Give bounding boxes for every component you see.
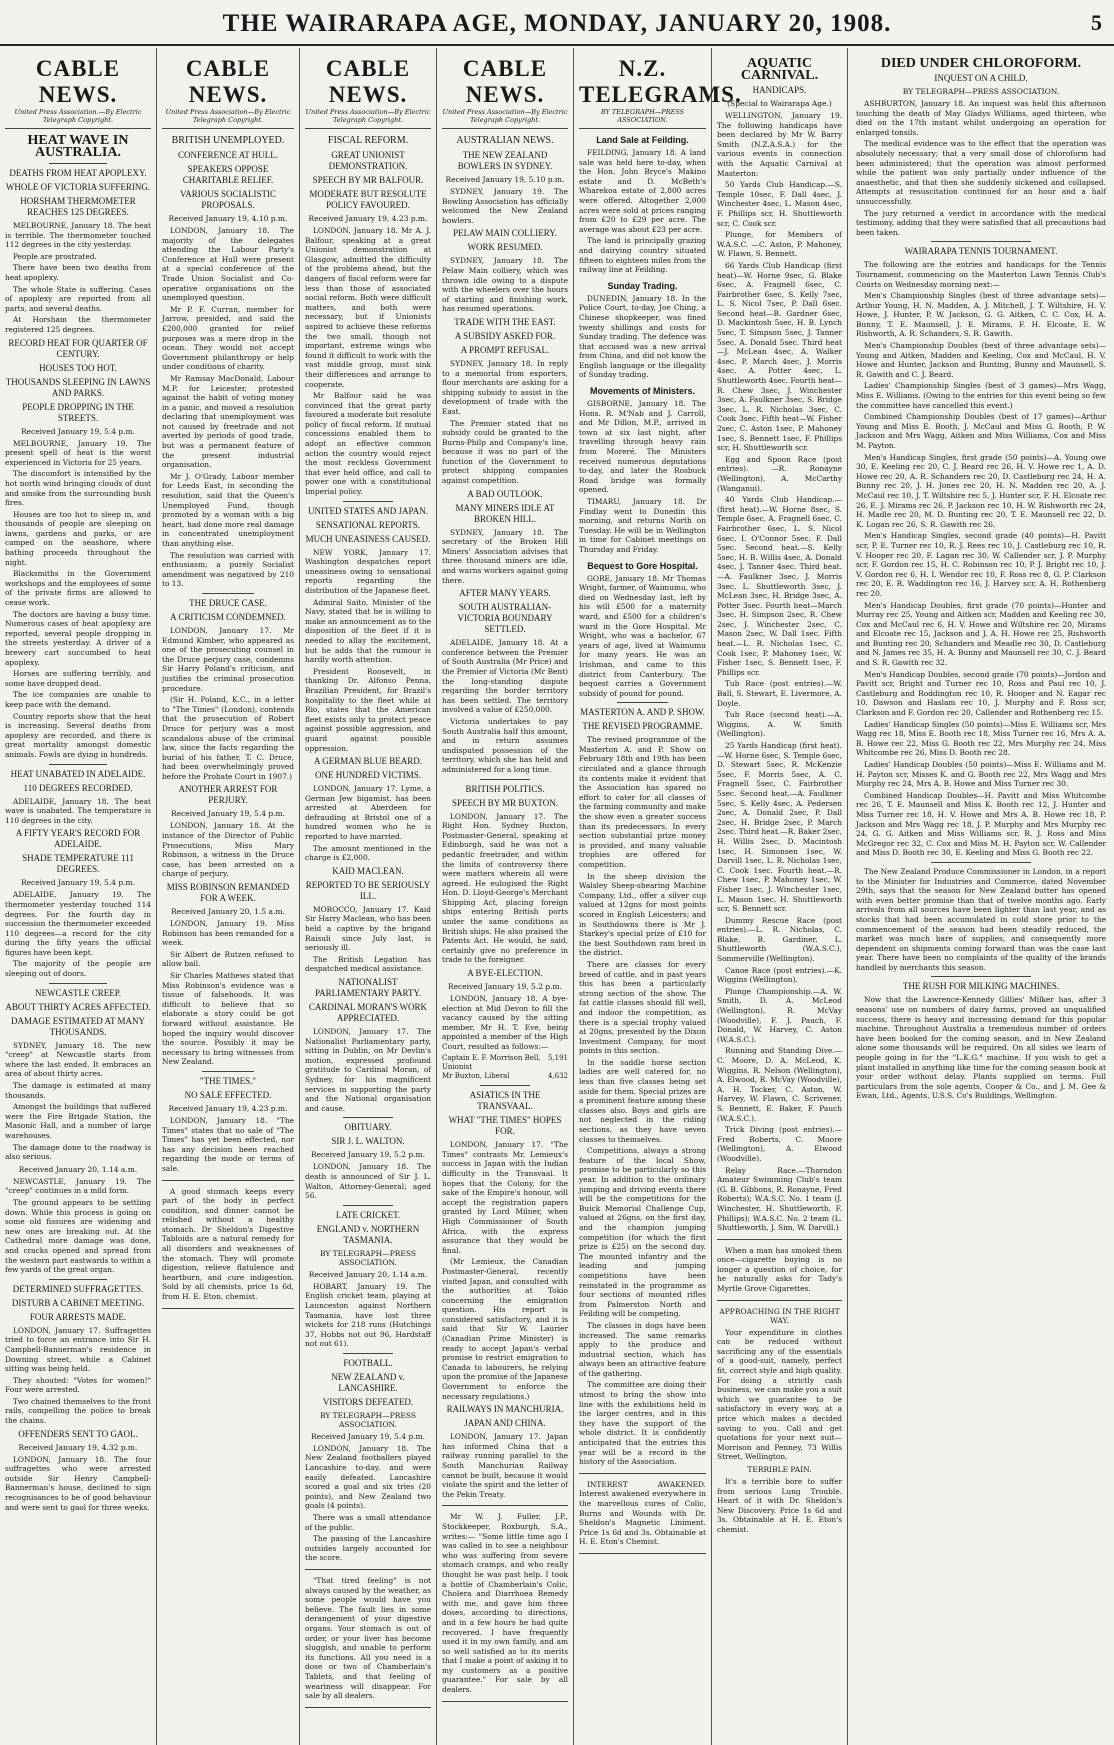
subheading: MANY MINERS IDLE AT BROKEN HILL. bbox=[455, 502, 555, 524]
paragraph: Mr P. F. Curran, member for Jarrow, presided, and said the £200,000 granted for relief purposes was a mere drop in the ocean. They would not accept Government philanthropy or help under conditions of charity. bbox=[162, 304, 294, 372]
received-line: Received January 19, 5.4 p.m. bbox=[20, 878, 136, 888]
headline: Movements of Ministers. bbox=[589, 386, 696, 397]
advertisement: It's a terrible bore to suffer from serious Lung Trouble. Heart of it with Dr. Sheldon's New Discovery. Price 1s 6d and 3s. Obtainable at H. E. Eton's chemist. bbox=[717, 1476, 842, 1534]
column-heading: N.Z. TELEGRAMS. bbox=[579, 56, 742, 107]
subheading: HEAT UNABATED IN ADELAIDE. bbox=[10, 768, 146, 779]
subheading: THE DRUCE CASE. bbox=[189, 597, 267, 608]
subheading: A SUBSIDY ASKED FOR. bbox=[454, 330, 556, 341]
masthead bbox=[0, 0, 1114, 46]
subheading: A CRITICISM CONDEMNED. bbox=[170, 611, 286, 622]
paragraph: LONDON, January 18. The majority of the delegates attending the Labour Party's Conference at Hull were present at a special conference of the Trade Union Socialist and Co-operative organisations on the unemployed question. bbox=[162, 226, 294, 303]
subheading: MODERATE BUT RESOLUTE POLICY FAVOURED. bbox=[309, 189, 427, 210]
paragraph: The jury returned a verdict in accordance with the medical testimony, adding that they were satisfied that all precautions had been taken. bbox=[856, 208, 1106, 237]
paragraph: DUNEDIN, January 18. In the Police Court, to-day, Joe Ching, a Chinese shopkeeper, was fined twenty shillings and costs for Sunday trading. The defence was that accused was a new arrival from China, and did not know the English language or the illegality of Sunday trading. bbox=[579, 293, 706, 380]
subheading: ONE HUNDRED VICTIMS. bbox=[314, 770, 422, 781]
received-line: Received January 19, 4.23 p.m. bbox=[168, 1103, 288, 1113]
subheading: PEOPLE DROPPING IN THE STREETS. bbox=[22, 401, 134, 423]
advertisement: Your expenditure in clothes can be reduced without sacrificing any of the essentials of a good-suit, namely, perfect fit, correct style and high quality. For doing a strictly cash business, we can make you a suit which we guarantee to be satisfactory in every way, at a price which makes a decided saving to you. Call and get quotations for your next suit—Morrison and Penney, 73 Willis Street, Wellington. bbox=[717, 1327, 842, 1462]
divider bbox=[343, 501, 393, 502]
paragraph: The committee are doing their utmost to bring the show into line with the exhibitions held in the larger centres, and in this they have the support of the whole district. It is confidently anticipated that the entries this year will be a record in the history of the Association. bbox=[579, 1380, 706, 1467]
divider bbox=[480, 1085, 530, 1086]
paragraph: Horses are suffering terribly, and some have dropped dead. bbox=[5, 669, 151, 688]
column-heading: CABLE NEWS. bbox=[325, 56, 411, 107]
headline: HEAT WAVE IN AUSTRALIA. bbox=[27, 133, 129, 160]
column-5 bbox=[574, 48, 742, 1745]
paragraph: SYDNEY, January 18. The secretary of the Broken Hill Miners' Association advises that three thousand miners are idle, and warns workers against going there. bbox=[442, 527, 568, 585]
paragraph: They shouted: "Votes for women!" Four were arrested. bbox=[5, 1375, 151, 1395]
candidate-name: Mr Buxton, Liberal bbox=[442, 1072, 510, 1080]
paragraph: LONDON, January 17. Mr Edmund Kimber, who appeared as one of the prosecuting counsel in the Druce perjury case, condemns Sir Harry Poland's criticism, and justifies the criminal prosecution procedure. bbox=[162, 625, 294, 693]
subheading: JAPAN AND CHINA. bbox=[464, 1418, 546, 1429]
paragraph: In the saddle horse section ladies are well catered for, no less than five classes being set aside for them. Special prizes are a prominent feature among these classes also. Boys and girls are not neglected in the riding sections, as they have seven classes to themselves. bbox=[579, 1057, 706, 1144]
subheading: FOOTBALL. bbox=[343, 1357, 393, 1368]
subheading: A BAD OUTLOOK. bbox=[467, 488, 543, 499]
paragraph: 50 Yards Club Handicap.—S. Temple 10sec, F. Dall 4sec, J. Winchester 4sec, L. Mason 4sec, F. Phillips scr, H. Shuttleworth scr, C. Cook scr. bbox=[717, 180, 842, 228]
subheading: OFFENDERS SENT TO GAOL. bbox=[18, 1428, 138, 1439]
paragraph: Ladies' Championship Singles (best of 3 games)—Mrs Wagg, Miss E. Williams. (Owing to the entries for this event being so few the committee have cancelled this event.) bbox=[856, 381, 1106, 410]
received-line: Received January 19, 5.4 p.m. bbox=[20, 426, 136, 436]
paragraph: TIMARU, January 18. Dr Findlay went to Dunedin this morning, and returns North on Tuesday. He will be in Wellington in time for Cabinet meetings on Thursday and Friday. bbox=[579, 497, 706, 554]
subheading: THOUSANDS SLEEPING IN LAWNS AND PARKS. bbox=[5, 376, 151, 398]
paragraph: Victoria undertakes to pay South Australia half this amount, and in return assumes undisputed possession of the territory, which she has held and administered for a long time. bbox=[442, 716, 568, 774]
paragraph: (Sir H. Poland, K.C., in a letter to "The Times" (London), contends that the prosecution of Robert Druce for perjury was a most scandalous abuse of the criminal law, since the facts regarding the burial of his father, T. C. Druce, had been overwhelmingly proved before the Probate Court in 1907.) bbox=[162, 695, 294, 781]
paragraph: The British Legation has despatched medical assistance. bbox=[305, 954, 431, 974]
subheading: PELAW MAIN COLLIERY. bbox=[453, 228, 557, 239]
subheading: "THE TIMES." bbox=[199, 1075, 257, 1086]
column-heading: CABLE NEWS. bbox=[462, 56, 548, 107]
subheading: UNITED STATES AND JAPAN. bbox=[308, 505, 428, 516]
subheading: MASTERTON A. AND P. SHOW. bbox=[580, 707, 705, 718]
received-line: Received January 20, 1.14 a.m. bbox=[18, 1164, 138, 1174]
subheading: CARDINAL MORAN'S WORK APPRECIATED. bbox=[308, 1002, 428, 1023]
paragraph: 66 Yards Club Handicap (first heat)—W. Horne 9sec, G. Blake 6sec, A. Fragnell 6sec, C. Fairbrother 6sec, S. Kelly 7sec, L. S. Nicol 7sec, P. Dall 6sec. Second heat—B. Gardner 6sec, D. Mackintosh 5sec, H. B. Lynch 5sec, T. Simpson 5sec, J. Tanner 5sec, A. Donald 5sec. Third heat—J. McLean 4sec, A. Walker 4sec, P. March 4sec, J. Morris 4sec, A. Potter 4sec, L. Shuttleworth 4sec. Fourth heat—R. Chew 3sec, J. Winchester 3sec, A. Faulkner 3sec, S. Bridge 3sec, L. R. Nicholas 3sec, C. Cook 3sec. Fifth heat—W. Fisher 2sec, C. Aston 1sec, P. Mahoney 1sec, S. Bennett 1sec, F. Phillips scr, H. Shuttleworth scr. bbox=[717, 260, 842, 453]
headline: DIED UNDER CHLOROFORM. bbox=[880, 56, 1082, 71]
subheading: CONFERENCE AT HULL. bbox=[177, 150, 279, 160]
vote-count: 4,632 bbox=[547, 1072, 568, 1080]
paragraph: WELLINGTON, January 19. The following handicaps have been declared by Mr W. Barry Smith (N.Z.A.S.A.) for the various events in connection with the Aquatic Carnival at Masterton: bbox=[717, 111, 842, 178]
paragraph: 40 Yards Club Handicap.—(first heat).—W. Horne 8sec, S. Temple 6sec, A. Fragnell 6sec, C. Fairbrother 6sec, L. S. Nicol 6sec, I. O'Connor 5sec, F. Dall 5sec. Second heat.—S. Kelly 5sec, H. B. Willis 4sec, A. Donald 4sec, J. Tanner 4sec. Third heat.—A. Faulkner 3sec, J. Morris 3sec, L. Shuttleworth 3sec, J. McLean 3sec, H. Bridge 3sec, A. Potter 3sec. Fourth heat—March 3sec, H. Simpson 2sec, R. Chew 2sec, J. Winchester 2sec, C. Mason 2sec, W. Dall 1sec. Fifth heat.—L. R. Nicholas 1sec, C. Cook 1sec, P. Mahoney 1sec, W. Fisher 1sec, S. Bennett 1sec, F. Phillips scr. bbox=[717, 495, 842, 677]
paragraph: ADELAIDE, January 18. The heat wave is unabated. The temperature is 110 degrees in the city. bbox=[5, 796, 151, 825]
paragraph: Mr Balfour said he was convinced that the great party favoured a moderate but resolute policy of fiscal reform. If mutual concessions enabled them to adopt an effective common action the country would reject the most reckless Government that ever held office, and call to power one with a constitutional Imperial policy. bbox=[305, 391, 431, 497]
paragraph: GISBORNE, January 18. The Hons. R. M'Nab and J. Carroll, and Mr Dillon, M.P., arrived in town at six last night, after travelling through heavy rain from Moreré. The Ministers received numerous deputations to-day, and later the Rosbuck Road bridge was formally opened. bbox=[579, 399, 706, 495]
paragraph: MOROCCO, January 17. Kaid Sir Harry Maclean, who has been held a captive by the brigand Raisuli since July last, is seriously ill. bbox=[305, 904, 431, 953]
candidate-name: Captain E. F. Morrison Bell, Unionist bbox=[442, 1053, 541, 1071]
subheading: DETERMINED SUFFRAGETTES. bbox=[12, 1283, 144, 1294]
paragraph: The damage done to the roadway is also serious. bbox=[5, 1142, 151, 1162]
subheading: WHOLE OF VICTORIA SUFFERING. bbox=[5, 182, 151, 192]
subheading: SIR J. L. WALTON. bbox=[331, 1136, 405, 1147]
paragraph: LONDON, January 17. The Right Hon. Sydney Buxton, Postmaster-General, speaking at Edinburgh, said he was not a pedantic freetrader, and within the limits of controversy there were matters wherein all were agreed. He eulogised the Right Hon. D. Lloyd-George's Merchant Shipping Act, placing foreign ships entering British ports under the same conditions as British ships. He also praised the Patents Act. He would, he said, certainly give no preference in trade to the foreigner. bbox=[442, 811, 568, 965]
ad-heading: TERRIBLE PAIN. bbox=[747, 1464, 812, 1474]
subheading: MISS ROBINSON REMANDED FOR A WEEK. bbox=[166, 882, 290, 904]
subheading: HOUSES TOO HOT. bbox=[39, 362, 117, 373]
paragraph: LONDON, January 18. At the instance of the Director of Public Prosecutions, Miss Mary Robinson, a witness in the Druce case, has been arrested on a charge of perjury. bbox=[162, 821, 294, 879]
paragraph: Mr J. O'Grady, Labour member for Leeds East, in seconding the resolution, said that the Queen's Unemployed Fund, though promoted by a woman with a big heart, had done more real damage in concentrated unemployment than anything else. bbox=[162, 471, 294, 548]
paragraph: There are classes for every breed of cattle, and in past years this has been a particularly strong section of the show. The fat cattle classes should fill well, and indoor the competition, as there is a special trophy valued at 20gns, presented by the Dixon Investment Company, for most points in this section. bbox=[579, 959, 706, 1056]
subheading: NEWCASTLE CREEP. bbox=[34, 987, 121, 998]
divider bbox=[931, 862, 1031, 863]
advertisement: When a man has smoked them once—cigarette buying is no longer a question of choice, for he naturally asks for Tady's Myrtle Grove Cigarettes. bbox=[717, 1245, 842, 1294]
byline: BY TELEGRAPH—PRESS ASSOCIATION. bbox=[579, 108, 706, 129]
newspaper-title: THE WAIRARAPA AGE, MONDAY, JANUARY 20, 1908. bbox=[222, 10, 892, 37]
advertisement: Now that the Lawrence-Kennedy Gillies' Milker has, after 3 seasons' use on numbers of dairy farms, proved an unqualified success, there is heavy and increasing demand for this popular machine. Throughout Australia a tremendous number of orders have been booked for the coming season, and in New Zealand alone some thousands will be required. On all sides we learn of people going in for the "L.K.G." machine. If you wish to get a plant installed in anything like time for the coming season book at your order without delay. Plants supplied on terms. Full particulars from the sole agents, Cooper & Co., and J. M. Gee & Ewan, Ltd., Agents, U.S.S. Co's Buildings, Wellington. bbox=[856, 995, 1106, 1101]
headline: Bequest to Gore Hospital. bbox=[587, 560, 698, 571]
byline: BY TELEGRAPH—PRESS ASSOCIATION. bbox=[319, 1410, 417, 1429]
subheading: WAIRARAPA TENNIS TOURNAMENT. bbox=[904, 246, 1058, 257]
subheading: NO SALE EFFECTED. bbox=[184, 1089, 272, 1100]
paragraph: The whole State is suffering. Cases of apoplexy are reported from all parts, and several deaths. bbox=[5, 284, 151, 313]
divider bbox=[49, 983, 107, 984]
divider bbox=[343, 1205, 393, 1206]
subheading: WHAT "THE TIMES" HOPES FOR. bbox=[448, 1115, 562, 1137]
page-number: 5 bbox=[1091, 10, 1102, 35]
paragraph: Men's Championship Doubles (best of three advantage sets)—Young and Aitken, Madden and Keeling, Cox and McCaul, H. V. Howe and Hunter, Jackson and Bunting, Bunny and Maunsell, S. R. Gawith and C. J. Beard. bbox=[856, 341, 1106, 379]
byline: United Press Association—By Electric Telegraph Copyright. bbox=[162, 108, 294, 129]
divider bbox=[49, 163, 107, 164]
paragraph: Canoe Race (post entries).—K. Wiggins (Wellington). bbox=[717, 965, 842, 985]
headline: BRITISH UNEMPLOYED. bbox=[171, 135, 285, 146]
paragraph: Ladies' Handicap Doubles (50 points)—Miss E. Williams and M. H. Payton scr, Misses K. and G. Booth rec 22, Mrs Wagg and Mrs Murphy rec 24, Mrs A. B. Howe and Miss Turner rec 30. bbox=[856, 760, 1106, 789]
received-line: Received January 19, 4.10 p.m. bbox=[168, 214, 288, 223]
subheading: HORSHAM THERMOMETER REACHES 125 DEGREES. bbox=[20, 196, 136, 217]
subheading: AFTER MANY YEARS. bbox=[459, 588, 551, 599]
subheading: MUCH UNEASINESS CAUSED. bbox=[305, 533, 431, 544]
paragraph: Houses are too hot to sleep in, and thousands of people are sleeping on lawns, gardens and parks, or are camped on the seashore, where bathing proceeds throughout the night. bbox=[5, 509, 151, 567]
advertisement: A good stomach keeps every part of the body in perfect condition, and dinner cannot be relished without a healthy stomach. Dr Sheldon's Digestive Tabloids are a natural remedy for all disorders and weaknesses of the stomach. They will promote digestion, relieve flatulence and heartburn, and cure indigestion. Sold by all chemists, price 1s 6d, from H. E. Eton, chemist. bbox=[162, 1186, 294, 1302]
column-6 bbox=[712, 48, 848, 1745]
subheading: LATE CRICKET. bbox=[335, 1209, 401, 1220]
headline: Land Sale at Feilding. bbox=[596, 135, 689, 145]
subheading: VARIOUS SOCIALISTIC PROPOSALS. bbox=[179, 189, 277, 210]
advertisement: INTEREST AWAKENED. Interest awakened everywhere in the marvellous cures of Colic, Burns and Wounds with Dr. Sheldon's Magnetic Liniment. Price 1s 6d and 3s. Obtainable at H. E. Eton's Chemist. bbox=[579, 1479, 706, 1547]
subheading: OBITUARY. bbox=[344, 1122, 392, 1133]
paragraph: President Roosevelt, in thanking Dr. Alfonso Penna, Brazilian President, for Brazil's hospitality to the fleet while at Rio, states that the American fleet exists only to protect peace against possible aggression, and guard against possible oppression. bbox=[305, 666, 431, 753]
paragraph: Trick Diving (post entries).—Fred Roberts, C. Moore (Wellington), A. Elwood (Woodville). bbox=[717, 1125, 842, 1163]
divider bbox=[343, 1117, 393, 1118]
paragraph: The passing of the Lancashire outsides largely accounted for the score. bbox=[305, 1534, 431, 1563]
paragraph: LONDON, January 18. Mr A. J. Balfour, speaking at a great Unionist demonstration at Glasgow, admitted the difficulty of the problems ahead, but the dangers of fiscal reform were far less than those of associated social reform. Both were difficult matters, and both were necessary, but if Unionists aspired to achieve these reforms the two small, though not important, extreme wings who found it difficult to work with the vast middle group, must sink their differences and arrange to cooperate. bbox=[305, 226, 431, 389]
subheading: DISTURB A CABINET MEETING. bbox=[11, 1297, 145, 1308]
subheading: ANOTHER ARREST FOR PERJURY. bbox=[178, 784, 278, 806]
subheading: A PROMPT REFUSAL. bbox=[460, 344, 550, 355]
divider bbox=[202, 593, 255, 594]
paragraph: Men's Handicap Singles, first grade (50 points)—A. Young owe 30, E. Keeling rec 20, C. J. Beard rec 26, H. V. Howe rec 1, A. D. Howe rec 20, A. R. Schanders rec 20, D. Castleburg rec 24, H. A. Bunny rec 20, J. H. Jones rec 20, H. N. Madden rec 20, A. J. McCaul rec 10, J. T. Wiltshire rec 5, J. Hunter scr, F. H. Elcoate rec 26, E. J. Mirams rec 26, P. Jackson rec 10, H. W. Rishworth rec 24, H. Madle rec 20, M. D. Bunting rec 20, T. E. Maunsell rec 22, D. K. Logan rec 26, S. R. Gawith rec 26. bbox=[856, 452, 1106, 529]
paragraph: LONDON, January 18. "The Times" states that no sale of "The Times" has yet been effected, nor has any decision been reached regarding the mode or terms of sale. bbox=[162, 1115, 294, 1173]
byline: United Press Association.—By Electric Telegraph Copyright. bbox=[5, 108, 151, 129]
subheading: ASIATICS IN THE TRANSVAAL. bbox=[469, 1090, 541, 1112]
paragraph: Ladies' Handicap Singles (50 points)—Miss E. Williams scr, Mrs Wagg rec 18, Miss E. Booth rec 18, Miss Turner rec 16, Mrs A. A. B. Howe rec 22, Miss G. Booth rec 22, Mrs Murphy rec 24, Miss Whitcombe rec 26, Miss D. Booth rec 28. bbox=[856, 719, 1106, 758]
subheading: THE NEW ZEALAND BOWLERS IN SYDNEY. bbox=[457, 150, 553, 171]
headline: Sunday Trading. bbox=[607, 280, 678, 291]
paragraph: People are prostrated. bbox=[13, 251, 97, 261]
subheading: TRADE WITH THE EAST. bbox=[454, 316, 556, 327]
paragraph: Blacksmiths in the Government workshops and the employees of some of the private firms are allowed to cease work. bbox=[5, 569, 151, 608]
paragraph: The revised programme of the Masterton A. and P. Show on February 18th and 19th has been circulated and a glance through its contents make it evident that the Association has spared no effort to cater for all classes of the farming community and make the show even a greater success than its predecessors. In every section substantial prize money is provided, and many valuable trophies are offered for competition. bbox=[579, 735, 706, 869]
subheading: SPEECH BY MR BUXTON. bbox=[451, 797, 559, 808]
paragraph: MELBOURNE, January 18. The heat is terrible. The thermometer touched 112 degrees in the city yesterday. bbox=[5, 221, 151, 250]
paragraph: Egg and Spoon Race (post entries). —R. Ronayne (Wellington), A. McCarthy (Wanganui). bbox=[717, 454, 842, 493]
subheading: KAID MACLEAN. bbox=[332, 865, 404, 876]
paragraph: Plunge, for Members of W.A.S.C. —C. Aston, P. Mahoney, W. Flawn, S. Bennett. bbox=[717, 230, 842, 259]
paragraph: LONDON, January 18. A bye-election at Mid Devon to fill the vacancy caused by the sitting member, Mr H. T. Eve, being appointed a member of the High Court, resulted as follows:— bbox=[442, 994, 568, 1051]
subheading: HANDICAPS. bbox=[752, 85, 807, 95]
paragraph: The following are the entries and handicaps for the Tennis Tournament, commencing on the Masterton Lawn Tennis Club's Courts on Wednesday morning next:— bbox=[856, 260, 1106, 289]
column-4 bbox=[437, 48, 574, 1745]
subheading: NEW ZEALAND v. LANCASHIRE. bbox=[331, 1371, 405, 1393]
paragraph: MELBOURNE, January 19. The present spell of heat is the worst experienced in Victoria for 25 years. bbox=[5, 438, 151, 467]
paragraph: The resolution was carried with enthusiasm; a purely Socialist amendment was negatived by 210 to 13. bbox=[162, 550, 294, 589]
paragraph: GORE, January 18. Mr Thomas Wright, farmer, of Waimumu, who died on Wednesday last, left by his will £500 for a maternity ward, and £500 for a children's ward in the Gore Hospital. Mr Wright, who was a bachelor, 67 years of age, lived at Waimumu for many years. He was an Irishman, and came to this district from Canterbury. The bequest carries a Government subsidy of pound for pound. bbox=[579, 573, 706, 698]
paragraph: (Mr Lemieux, the Canadian Postmaster-General, recently visited Japan, and consulted with the authorities at Tokio concerning the emigration question. His report is considered satisfactory, and it is said that Sir W. Laurier (Canadian Prime Minister) is ready to accept Japan's verbal promise to restrict emigration to Canada to labourers, he relying upon the promise of the Japanese Government to enforce the necessary regulations.) bbox=[442, 1257, 568, 1401]
paragraph: There have been two deaths from heat apoplexy. bbox=[5, 263, 151, 282]
paragraph: NEW YORK, January 17. Washington despatches report uneasiness owing to sensational reports regarding the distribution of the Japanese fleet. bbox=[305, 547, 431, 595]
subheading: ENGLAND v. NORTHERN TASMANIA. bbox=[316, 1223, 420, 1245]
paragraph: The amount mentioned in the charge is £2,000. bbox=[305, 843, 431, 863]
paragraph: Running and Standing Dive.—C. Moore, D. A. McLeod, K. Wiggins, R. Nelson (Wellington), A. Elwood, R. McVay (Woodville), A. H. Tocker, C. Aston, W. Harvey, W. Flawn, C. Scrivener, S. Bennett, E. Baker, F. Pauch (W.A.S.C.). bbox=[717, 1046, 842, 1123]
byline: BY TELEGRAPH—PRESS ASSOCIATION. bbox=[319, 1248, 417, 1267]
paragraph: Sir Albert de Rutzen refused to allow bail. bbox=[162, 949, 294, 969]
subheading: SPEECH BY MR BALFOUR. bbox=[312, 175, 424, 185]
election-results bbox=[442, 1054, 568, 1082]
paragraph: 25 Yards Handicap (first heat).—W. Horne 6sec, S. Temple 6sec, D. Stewart 5sec, R. McKenzie 5sec, F. Morris 5sec, A. C. Fragnell 5sec, C. Fairbrother 5sec. Second heat.—A. Faulkner 5sec, S. Kelly 4sec, A. Pedersen 2sec, A. Donald 2sec, P. Dall 2sec, H. Bridge 2sec, P. March 2sec. Third heat.—R. Baker 2sec, H. Willis 2sec, D. Macintosh 1sec, H. Simonsen 1sec, W. Darvill 1sec, L. R. Nicholas 1sec, C. Cook 1sec. Fourth heat.—R. Chew 1sec, P. Mahoney 1sec, W. Fisher 1sec, J. Winchester 1sec, L. Mason 1sec, H. Shuttleworth scr, S. Bennett scr. bbox=[717, 741, 842, 914]
subheading: DAMAGE ESTIMATED AT MANY THOUSANDS. bbox=[10, 1015, 146, 1037]
divider bbox=[49, 764, 107, 765]
paragraph: LONDON, January 17. Japan has informed China that a railway running parallel to the South Manchurian Railway cannot be built, because it would violate the spirit and the letter of the Pekin Treaty. bbox=[442, 1432, 568, 1499]
received-line: Received January 20, 1.14 a.m. bbox=[308, 1269, 428, 1279]
headline: FISCAL REFORM. bbox=[327, 135, 409, 146]
columns bbox=[0, 48, 1114, 1745]
paragraph: The ground appears to be settling down. While this process is going on some old fissures are widening and new ones are breaking out. At the Cathedral more damage was done, and cracks opened and spread from the western part eastwards to within a few yards of the great organ. bbox=[5, 1197, 151, 1275]
subheading: BRITISH POLITICS. bbox=[465, 783, 545, 794]
paragraph: LONDON, January 17. The Nationalist Parliamentary party, sitting in Dublin, on Mr Devlin's motion, expressed profound gratitude to Cardinal Moran, of Sydney, for his magnificent services in supporting the party and the National organisation and cause. bbox=[305, 1027, 431, 1113]
subheading: INQUEST ON A CHILD. bbox=[934, 73, 1028, 83]
column-3 bbox=[300, 48, 437, 1745]
paragraph: LONDON, January 19. Miss Robinson has been remanded for a week. bbox=[162, 919, 294, 948]
paragraph: SYDNEY, January 18. The new "creep" at Newcastle starts from where the last ended. It embraces an area of about thirty acres. bbox=[5, 1040, 151, 1079]
subheading: THE RUSH FOR MILKING MACHINES. bbox=[902, 981, 1060, 992]
subheading: 110 DEGREES RECORDED. bbox=[23, 782, 133, 793]
subheading: GREAT UNIONIST DEMONSTRATION. bbox=[328, 150, 408, 171]
paragraph: In the sheep division the Walsley Sheep-shearing Machine Company, Ltd., offer a silver cup valued at 12gns for most points scored in English Leicesters; and in Southdowns there is Mr J. Starkey's special prize of £10 for the best Southdown ram bred in the district. bbox=[579, 871, 706, 958]
column-1 bbox=[0, 48, 157, 1745]
paragraph: SYDNEY, January 19. The Bowling Association has officially welcomed the New Zealand bowlers. bbox=[442, 187, 568, 225]
advertisement: Mr W. J. Fuller, J.P., Stockkeeper, Roxburgh, S.A., writes:— "Some little time ago I was called in to see a neighbour who was suffering from severe stomach cramps, and who really thought he was past help. I took a bottle of Chamberlain's Colic, Cholera and Diarrhoea Remedy with me, and gave him three doses, according to directions, and in a few hours he had quite recovered. I have frequently used it in my own family, and am so well satisfied as to its merits that I make a point of asking it to my customers as a positive guarantee." For sale by all dealers. bbox=[442, 1512, 568, 1695]
paragraph: NEWCASTLE, January 19. The "creep" continues in a mild form. bbox=[5, 1176, 151, 1196]
subheading: A GERMAN BLUE BEARD. bbox=[313, 756, 422, 767]
subheading: RAILWAYS IN MANCHURIA. bbox=[446, 1404, 564, 1415]
paragraph: LONDON, January 18. The four suffragettes who were arrested outside Sir Henry Campbell-Bannerman's house, declined to sign recognisances to be of good behaviour and were sent to gaol for three weeks. bbox=[5, 1454, 151, 1512]
paragraph: The classes in dogs have been increased. The same remarks apply to the produce and industrial section, which has always been an attractive feature of the gathering. bbox=[579, 1320, 706, 1378]
paragraph: The majority of the people are sleeping out of doors. bbox=[5, 959, 151, 979]
subheading: DEATHS FROM HEAT APOPLEXY. bbox=[9, 168, 147, 178]
subheading: NATIONALIST PARLIAMENTARY PARTY. bbox=[314, 977, 422, 998]
paragraph: Sir Charles Mathews stated that Miss Robinson's evidence was a tissue of falsehoods. It was difficult to believe that so elaborate a story could be got forward without assistance. He hoped the inquiry would discover the source. Possibly it may be necessary to bring witnesses from New Zealand. bbox=[162, 971, 294, 1067]
byline: United Press Association—By Electric Telegraph Copyright. bbox=[305, 108, 431, 129]
divider bbox=[343, 1353, 393, 1354]
paragraph: Combined Championship Doubles (best of 17 games)—Arthur Young and Miss E. Booth, J. McCaul and Miss G. Booth, P. W. Jackson and Mrs Wagg, Aitken and Miss Williams, Cox and Miss M. Payton. bbox=[856, 412, 1106, 450]
result-row bbox=[442, 1054, 568, 1072]
divider bbox=[617, 702, 668, 703]
paragraph: Admiral Saito, Minister of the Navy, stated that he is willing to make an announcement as to the disposition of the fleet if it is needed to allay the excitement, but he adds that the rumour is hardly worth attention. bbox=[305, 597, 431, 665]
paragraph: Men's Handicap Doubles, first grade (70 points)—Hunter and Murray rec 25, Young and Aitken scr, Madden and Keeling rec 30, Cox and McCaul rec 6, H. V. Howe and Wiltshire rec 20, Mirams and Elcoate rec 15, Jackson and J. A. H. Howe rec 25, Rishworth and Bunting rec 20, Schanders and Meadle rec 30, D. Castleburg and N. James rec 35, H. A. Bunny and Maunsell rec 30, C. J. Beard and S. R. Gawith rec 32. bbox=[856, 600, 1106, 668]
paragraph: Plunge Championship.—A. W. Smith, D. A. McLeod (Wellington), R. McVay (Woodville), F. J. Pauch, F. Donald, W. Harvey, C. Aston (W.A.S.C.). bbox=[717, 986, 842, 1044]
result-row bbox=[442, 1072, 568, 1081]
paragraph: Combined Handicap Doubles—H. Pavitt and Miss Whitcombe rec 26, T. E. Maunsell and Miss K. Booth rec 12, J. Hunter and Miss Turner rec 18, H. V. Howe and Mrs A. B. Howe rec 18, P. Jackson and Mrs Wagg rec 18, J. P. Murphy and Mrs Murphy rec 24, G. G. Aitken and Miss Williams scr, R. J. Ross and Miss McGregor rec 32, C. Cox and Miss M. H. Payton scr, W. Callender and Miss D. Booth rec 30, E. Keeling and Miss G. Booth rec 22. bbox=[856, 790, 1106, 858]
subheading: FOUR ARRESTS MADE. bbox=[29, 1311, 127, 1322]
paragraph: LONDON, January 18. The New Zealand footballers played Lancashire to-day, and were easily defeated. Lancashire scored a goal and six tries (20 points), and New Zealand two goals (4 points). bbox=[305, 1443, 431, 1511]
vote-count: 5,191 bbox=[547, 1053, 568, 1062]
paragraph: LONDON, January 17. Lyme, a German Jew bigamist, has been arrested at Aberdeen for defrauding at Bristol one of a hundred women who he is reported to have married. bbox=[305, 784, 431, 842]
subheading: WORK RESUMED. bbox=[467, 242, 543, 253]
subheading: ABOUT THIRTY ACRES AFFECTED. bbox=[5, 1001, 151, 1012]
paragraph: The discomfort is intensified by the hot north wind bringing clouds of dust and smoke from the surrounding bush fires. bbox=[5, 469, 151, 508]
paragraph: Dummy Rescue Race (post entries).—L. R. Nicholas, C. Blake, B. Gardiner, L. Shuttleworth (W.A.S.C.), Sommerville (Wellington). bbox=[717, 915, 842, 964]
column-2 bbox=[157, 48, 300, 1745]
paragraph: ADELAIDE, January 19. The thermometer yesterday touched 114 degrees. For the fourth day in succession the thermometer exceeded 110 degrees—a record for the city during the fifty years the official figures have been kept. bbox=[5, 890, 151, 957]
paragraph: The doctors are having a busy time. Numerous cases of heat apoplexy are reported, several people dropping in the streets yesterday. A driver of a brewery cart succumbed to heat apoplexy. bbox=[5, 609, 151, 667]
received-line: Received January 19, 5.10 p.m. bbox=[445, 175, 565, 184]
divider bbox=[931, 241, 1031, 242]
paragraph: Tub Race (post entries).—W. Ball, S. Stewart, E. Livermore, A. Doyle. bbox=[717, 679, 842, 708]
headline: AUSTRALIAN NEWS. bbox=[456, 135, 554, 146]
paragraph: Country reports show that the heat is increasing. Several deaths from apoplexy are recorded, and there is great mortality amongst domestic animals. Fowls are dying in hundreds. bbox=[5, 711, 151, 759]
received-line: Received January 19, 5.4 p.m. bbox=[170, 809, 286, 819]
paragraph: The land is principally grazing and dairying country situated fifteen to eighteen miles from the railway line at Feilding. bbox=[579, 236, 706, 275]
divider bbox=[202, 1071, 255, 1072]
paragraph: FEILDING, January 18. A land sale was held here to-day, when the Hon. John Bryce's Makino estate and D. McBeth's Wharekoa estate of 2,800 acres were offered. Altogether 2,000 acres were sold at prices ranging from £20 to £29 per acre. The average was about £23 per acre. bbox=[579, 148, 706, 234]
subheading: VISITORS DEFEATED. bbox=[322, 1396, 414, 1407]
paragraph: Relay Race.—Thorndon Amateur Swimming Club's team (G. B. Gibbons, R. Ronayne, Fred Roberts); W.A.S.C. No. 1 team (J. Winchester, H. Shuttleworth, F. Phillips); W.A.S.C. No. 2 team (L. Shuttleworth, J. Sim, W. Darvill.) bbox=[717, 1165, 842, 1233]
byline: United Press Association—By Electric Telegraph Copyright. bbox=[442, 108, 568, 129]
headline: AQUATIC CARNIVAL. bbox=[740, 56, 819, 83]
paragraph: The damage is estimated at many thousands. bbox=[5, 1081, 151, 1100]
paragraph: Men's Championship Singles (best of three advantage sets)—Arthur Young, H. N. Madden, A. J. Mitchell, J. T. Wiltshire, H. V. Howe, J. Hunter, P. W. Jackson, G. G. Aitken, C. C. Cox, H. A. Bunny, T. E. Maunsell, J. E. Mirams, F. H. Elcoate, E. W. Rishworth, A. R. Schanders, S. R. Gawith. bbox=[856, 291, 1106, 339]
paragraph: Competitions, always a strong feature of the local Show, promise to be particularly so this year. In addition to the ordinary jumping and driving events there will be the competitions for the Buick Memorial Challenge Cup, valued at 26gns, on the first day, and the champion jumping competition (for which the first prize is £25) on the second day. The mounted infantry and the leading and jumping competitions have been reinstated in the programme as four sections of mounted rifles from Palmerston North and Feilding will be competing. bbox=[579, 1146, 706, 1319]
received-line: Received January 20, 1.5 a.m. bbox=[171, 907, 285, 917]
paragraph: LONDON, January 17. Suffragettes tried to force an entrance into Sir H. Campbell-Bannerman's residence in Downing street, while a Cabinet sitting was being held. bbox=[5, 1325, 151, 1374]
paragraph: SYDNEY, January 18. The Pelaw Main colliery, which was thrown idle owing to a dispute with the wheelers over the hours of starting and finishing work, has resumed operations. bbox=[442, 256, 568, 314]
paragraph: Two chained themselves to the front rails, compelling the police to break the chains. bbox=[5, 1396, 151, 1426]
ad-heading: APPROACHING IN THE RIGHT WAY. bbox=[719, 1306, 840, 1325]
subheading: SOUTH AUSTRALIAN-VICTORIA BOUNDARY SETTLED. bbox=[457, 602, 553, 635]
subheading: REPORTED TO BE SERIOUSLY ILL. bbox=[305, 879, 431, 901]
subheading: A BYE-ELECTION. bbox=[467, 968, 543, 979]
paragraph: The ice companies are unable to keep pace with the demand. bbox=[5, 690, 151, 709]
paragraph: Amongst the buildings that suffered were the Fire Brigade Station, the Masonic Hall, and a number of large warehouses. bbox=[5, 1102, 151, 1140]
divider bbox=[49, 1279, 107, 1280]
paragraph: The medical evidence was to the effect that the operation was absolutely necessary; that a very small dose of chloroform had been administered; that the operation was almost performed while the patient was only partially under influence of the anaesthetic, and that then she suddenly sickened and collapsed. Attempts at resuscitation continued for an hour and a half unsuccessfully. bbox=[856, 139, 1106, 206]
paragraph: Mr Ramsay MacDonald, Labour M.P. for Leicester, protested against the habit of voting money in a panic, and moved a resolution declaring that unemployment was not caused by freetrade and not averted by periods of good trade, but was a permanent feature of the present industrial organisation. bbox=[162, 373, 294, 470]
subheading: SENSATIONAL REPORTS. bbox=[315, 519, 421, 530]
paragraph: At Horsham the thermometer registered 125 degrees. bbox=[5, 315, 151, 334]
received-line: Received January 19, 4.23 p.m. bbox=[308, 214, 428, 223]
subheading: THE REVISED PROGRAMME. bbox=[582, 721, 703, 732]
paragraph: There was a small attendance of the public. bbox=[305, 1513, 431, 1532]
advertisement: "That tired feeling" is not always caused by the weather, as some people would have you believe. The fault lies in some derangement of your digestive organs. Your stomach is out of order, or your liver has become sluggish, and unable to perform its functions. All you need is a dose or two of Chamberlain's Tablets, and that feeling of weariness will disappear. For sale by all dealers. bbox=[305, 1576, 431, 1701]
received-line: Received January 19, 5.2 p.m. bbox=[447, 982, 563, 992]
divider bbox=[931, 976, 1031, 977]
subheading: SPEAKERS OPPOSE CHARITABLE RELIEF. bbox=[182, 164, 274, 185]
byline: (Special to Wairarapa Age.) bbox=[727, 99, 832, 108]
paragraph: The Premier stated that no subsidy could be granted to the Burns-Philp and Company's line, because it was no part of the function of the Government to protect shipping companies against competition. bbox=[442, 418, 568, 486]
column-7 bbox=[848, 48, 1114, 1745]
received-line: Received January 19, 4.32 p.m. bbox=[18, 1442, 138, 1452]
paragraph: The New Zealand Produce Commissioner in London, in a report to the Minister for Industries and Commerce, dated November 29th, says that the season for New Zealand butter has opened with even better promise than that of twelve months ago. Early arrivals from all sources have been lighter than last year, and as stocks that had been accumulated in cold store prior to the commencement of the season had been steadily reduced, the market was much bare of supplies, and consequently more dependent on shipments coming forward than was the case last year. There have been no complaints of the quality of the brands handled by merchants this season. bbox=[856, 866, 1106, 972]
subheading: SHADE TEMPERATURE 111 DEGREES. bbox=[22, 853, 134, 875]
paragraph: Tub Race (second heat).—A. Wiggins, A. W. Smith (Wellington). bbox=[717, 710, 842, 739]
subheading: RECORD HEAT FOR QUARTER OF CENTURY. bbox=[8, 337, 148, 359]
subheading: A FIFTY YEAR'S RECORD FOR ADELAIDE. bbox=[15, 828, 141, 850]
paragraph: SYDNEY, January 18. In reply to a memorial from exporters, flour merchants are asking for a shipping subsidy to assist in the development of trade with the East. bbox=[442, 358, 568, 416]
divider bbox=[480, 779, 530, 780]
received-line: Received January 19, 5.4 p.m. bbox=[310, 1431, 426, 1441]
paragraph: HOBART, January 19. The English cricket team, playing at Launceston against Northern Tasmania, have lost three wickets for 218 runs (Hutchings 37, Hobbs not out 96, Hardstaff not out 61). bbox=[305, 1281, 431, 1349]
paragraph: LONDON, January 17. "The Times" contrasts Mr. Lemieux's success in Japan with the Indian difficulty in the Transvaal. It hopes that the Colony, for the sake of the Empire's honour, will accept the registration papers granted by Lord Milner, when High Commissioner of South Africa, with the express assurance that they would be final. bbox=[442, 1140, 568, 1255]
column-heading: CABLE NEWS. bbox=[185, 56, 271, 107]
paragraph: ADELAIDE, January 18. At a conference between the Premier of South Australia (Mr Price) and the Premier of Victoria (Mr Bent) the long-standing dispute regarding the border territory has been settled. The territory involved a value of £250,000. bbox=[442, 638, 568, 715]
paragraph: ASHBURTON, January 18. An inquest was held this afternoon touching the death of May Gladys Williams, aged thirteen, who died on the 17th instant whilst undergoing an operation for enlarged tonsils. bbox=[856, 99, 1106, 137]
paragraph: Men's Handicap Singles, second grade (40 points)—H. Pavitt scr, P. E. Turner rec 10, R. J. Rees rec 10, J. Castleburg rec 10, R. V. Hooper rec 20, F. Lagan rec 30, W. Callender scr, J. P. Murphy scr, F. Gordon rec 15, H. C. Robinson rec 10, P. J. Bright rec 10, J. V. Gordon rec 6, H. I. Wendor rec 10, F. Ross rec 8, G. P. Clarkson rec 20, E. R. Waddington rec 16, J. Harvey scr, A. H. Rothenberg rec 20. bbox=[856, 531, 1106, 598]
paragraph: Men's Handicap Doubles, second grade (70 points)—Jordon and Pavitt scr, Bright and Turner rec 10, Ross and Paul rec 10, J. Castleburg and Roddington rec 10, R. Hooper and N. Eagar rec 10, Dawson and Haslam rec 10, J. Murphy and F. Ross scr, Clarkson and F. Gordon rec 20, Callender and Rothenberg rec 15. bbox=[856, 669, 1106, 718]
received-line: Received January 19, 5.2 p.m. bbox=[310, 1150, 426, 1160]
paragraph: LONDON, January 18. The death is announced of Sir J. L. Walton, Attorney-General; aged 56. bbox=[305, 1162, 431, 1201]
column-heading: CABLE NEWS. bbox=[35, 56, 121, 107]
byline: BY TELEGRAPH—PRESS ASSOCIATION. bbox=[902, 87, 1060, 96]
